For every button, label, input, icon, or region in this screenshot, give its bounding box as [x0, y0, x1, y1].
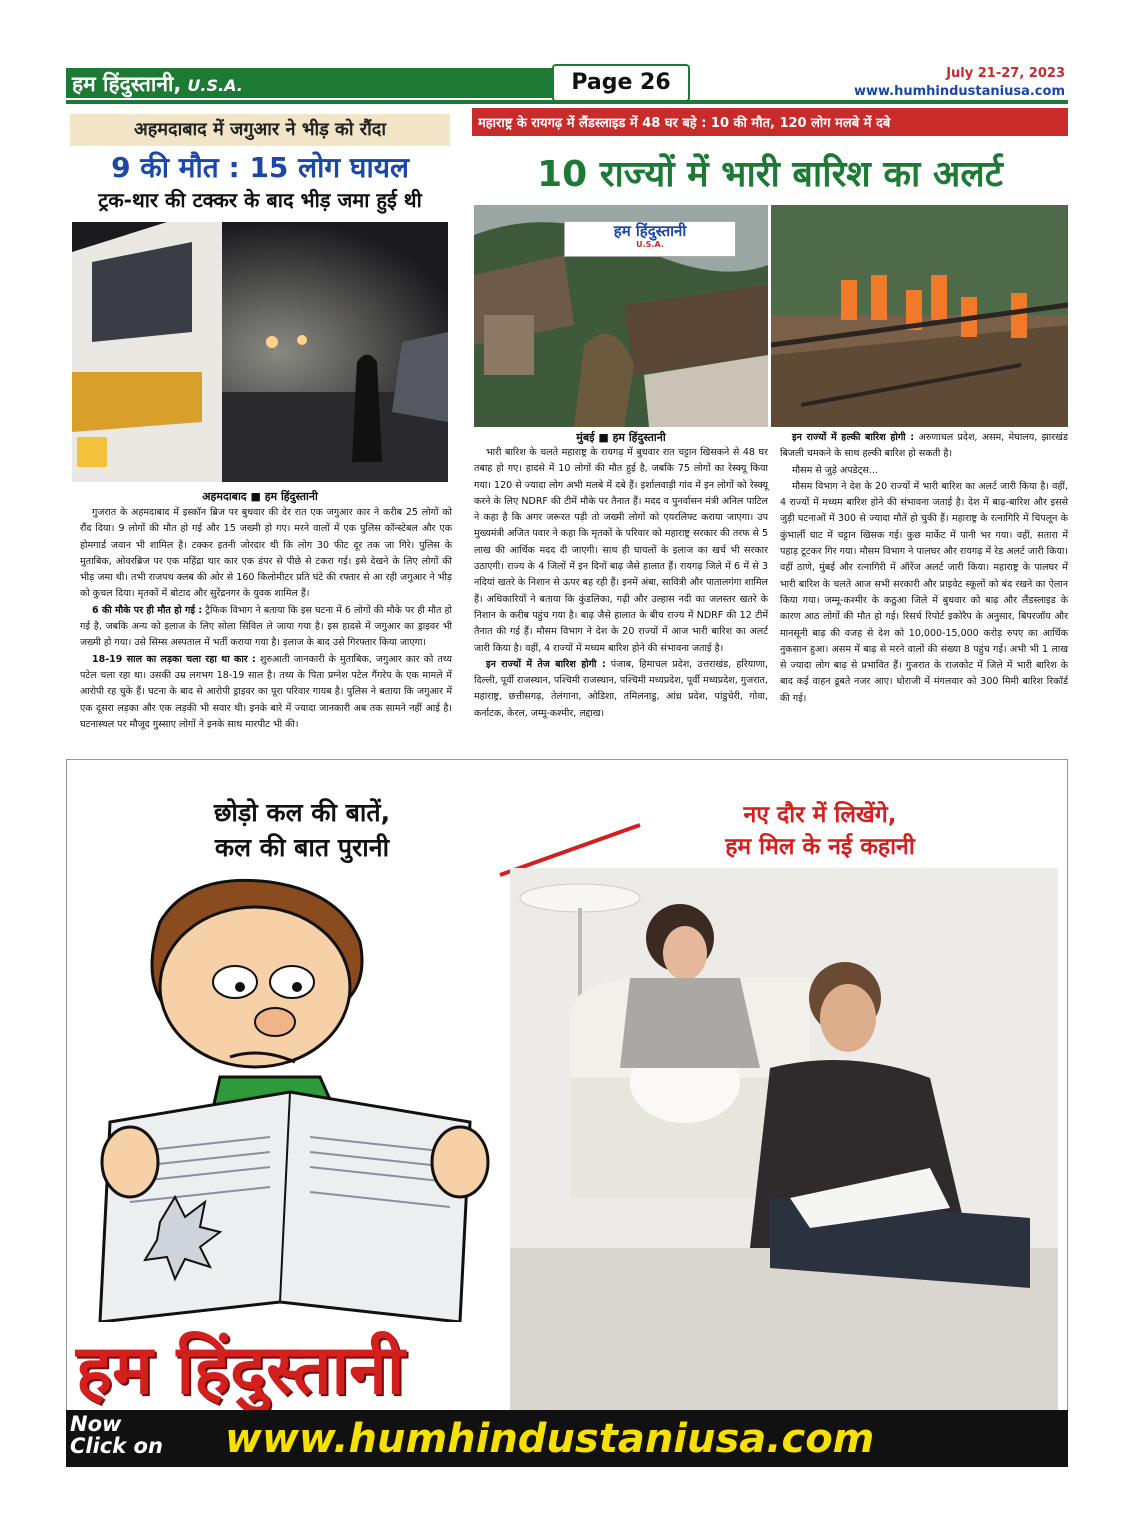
left-kicker: अहमदाबाद में जगुआर ने भीड़ को रौंदा — [133, 119, 387, 140]
right-article-body-col2 — [780, 430, 1068, 707]
left-dateline: अहमदाबाद ■ हम हिंदुस्तानी — [202, 490, 318, 503]
right-paragraph-3: इन राज्यों में हल्की बारिश होगी : अरुणाचल प्रदेश, असम, मेघालय, झारखंड बिजली चमकने के साथ हल्की बारिश हो सकती है। — [780, 432, 1068, 460]
landslide-village-photo — [474, 205, 768, 427]
left-paragraph-1: गुजरात के अहमदाबाद में इस्कॉन ब्रिज पर बुधवार की देर रात एक जगुआर कार ने करीब 25 लोगों को रौंद दिया। 9 लोगों की मौत हो गई और 15 जख्मी हो गए। मरने वालों में एक पुलिस कॉन्स्टेबल और एक होमगार्ड जवान भी शामिल है। टक्कर इतनी जोरदार थी कि लोग 30 फीट दूर तक जा गिरे। पुलिस के मुताबिक, ओवरब्रिज पर एक महिंद्रा थार कार एक डंपर से पीछे से टकरा गई। इसे देखने के लिए लोगों की भीड़ जमा थी। तभी राजपथ क्लब की ओर से 160 किलोमीटर प्रति घंटे की रफ्तार से आ रही जगुआर ने भीड़ को कुचल दिया। मृतकों में बोटाद और सुरेंद्रनगर के युवक शामिल हैं। — [80, 507, 452, 600]
right-dateline: मुंबई ■ हम हिंदुस्तानी — [576, 431, 666, 444]
right-paragraph-3-lead: इन राज्यों में हल्की बारिश होगी : — [792, 432, 915, 443]
right-article-body-col1 — [474, 445, 768, 722]
website-link[interactable]: www.humhindustaniusa.com — [853, 84, 1065, 99]
ad-now-label: Now — [70, 1412, 122, 1436]
cartoon-illustration — [70, 862, 510, 1322]
accident-night-photo — [72, 222, 448, 482]
ad-left-slogan-2: कल की बात पुरानी — [214, 833, 390, 862]
ad-click-on-label: Click on — [70, 1434, 163, 1458]
right-paragraph-2-lead: इन राज्यों में तेज बारिश होगी : — [486, 658, 606, 670]
masthead-title: हम हिंदुस्तानी, U.S.A. — [72, 72, 243, 96]
ad-right-slogan-1: नए दौर में लिखेंगे, — [743, 802, 897, 828]
left-paragraph-3-lead: 18-19 साल का लड़का चला रहा था कार : — [92, 653, 256, 665]
right-paragraph-4: मौसम से जुड़े अपडेट्स... — [792, 464, 878, 476]
couple-reading-photo — [510, 868, 1058, 1414]
photo-logo-text: हम हिंदुस्तानी — [613, 222, 687, 240]
ad-website-link[interactable]: www.humhindustaniusa.com — [225, 1416, 875, 1462]
rescue-team-photo — [771, 205, 1068, 427]
page-number: Page 26 — [552, 64, 690, 102]
right-paragraph-1: भारी बारिश के चलते महाराष्ट्र के रायगढ़ में बुधवार रात चट्टान खिसकने से 48 घर तबाह हो गए। हादसे में 10 लोगों की मौत हुई है, जबकि 75 लोगों का रेस्क्यू किया गया। 120 से ज्यादा लोग अभी मलबे में दबे हैं। इर्शालवाड़ी गांव में इन लोगों को रेस्क्यू करने के लिए NDRF की टीमें मौके पर तैनात हैं। मदद व पुनर्वासन मंत्री अनिल पाटिल ने कहा है कि अगर जरूरत पड़ी तो जख्मी लोगों को एयरलिफ्ट कराया जाएगा। उप मुख्यमंत्री अजित पवार ने कहा कि मृतकों के परिवार को महाराष्ट्र सरकार की तरफ से 5 लाख की आर्थिक मदद दी जाएगी। साथ ही घायलों के इलाज का खर्च भी सरकार उठाएगी। राज्य के 4 जिलों में इन दिनों बाढ़ जैसे हालात हैं। रायगढ़ जिले में 6 में से 3 नदियां खतरे के निशान से ऊपर बह रही हैं। इनमें अंबा, सावित्री और पातालगंगा शामिल हैं। अधिकारियों ने बताया कि कुंडलिका, गढ़ी और उल्हास नदी का जलस्तर खतरे के निशान के करीब पहुंच गया है। बाढ़ जैसे हालात के बीच राज्य में NDRF की 12 टीमें तैनात की गई हैं। मौसम विभाग ने देश के 20 राज्यों में आज भारी बारिश का अलर्ट जारी किया है। वहीं, 4 राज्यों में मध्यम बारिश होने की संभावना जताई है। — [474, 447, 768, 654]
ad-right-slogan-2: हम मिल के नई कहानी — [725, 834, 915, 860]
masthead-usa: U.S.A. — [187, 76, 243, 95]
left-paragraph-2: 6 की मौके पर ही मौत हो गई : ट्रैफिक विभाग ने बताया कि इस घटना में 6 लोगों की मौके पर ही मौत हो गई है, जबकि अन्य को इलाज के लिए सोला सिविल ले जाया गया है। इस हादसे में जगुआर का ड्राइवर भी जख्मी हो गया। उसे सिम्स अस्पताल में भर्ती कराया गया है। इलाज के बाद उसे गिरफ्तार किया जाएगा। — [80, 604, 452, 649]
ad-brand-name: हम हिंदुस्तानी — [76, 1331, 405, 1410]
ad-left-slogan-1: छोड़ो कल की बातें, — [213, 798, 391, 827]
left-subheadline: ट्रक-थार की टक्कर के बाद भीड़ जमा हुई थी — [98, 188, 422, 212]
left-article-body — [80, 505, 452, 733]
header-rule — [66, 100, 1068, 104]
right-paragraph-2: इन राज्यों में तेज बारिश होगी : पंजाब, हिमाचल प्रदेश, उत्तराखंड, हरियाणा, दिल्ली, पूर्वी राजस्थान, पश्चिमी राजस्थान, पश्चिमी मध्यप्रदेश, पूर्वी मध्यप्रदेश, गुजरात, महाराष्ट्र, छत्तीसगढ़, तेलंगाना, ओडिशा, तमिलनाडु, आंध्र प्रदेश, पांडुचेरी, गोवा, कर्नाटक, केरल, जम्मू-कश्मीर, लद्दाख। — [474, 658, 768, 719]
photo-logo-sub: U.S.A. — [636, 240, 664, 249]
right-headline: 10 राज्यों में भारी बारिश का अलर्ट — [537, 154, 1003, 195]
rescue-illustration — [771, 205, 1068, 427]
right-paragraph-5: मौसम विभाग ने देश के 20 राज्यों में भारी बारिश का अलर्ट जारी किया है। वहीं, 4 राज्यों में मध्यम बारिश होने की संभावना जताई है। देश में बाढ़-बारिश और इससे जुड़ी घटनाओं में 300 से ज्यादा मौतें हो चुकी हैं। महाराष्ट्र के रत्नागिरि में चिपलून के कुंभार्ली घाट में चट्टान खिसक गई। कुछ मार्केट में पानी भर गया। वहीं, सतारा में पहाड़ टूटकर गिर गया। मौसम विभाग ने पालघर और रायगढ़ में रेड अलर्ट जारी किया। वहीं ठाणे, मुंबई और रत्नागिरी में ऑरेंज अलर्ट जारी किया। महाराष्ट्र के पालघर में भारी बारिश के चलते आज सभी सरकारी और प्राइवेट स्कूलों को बंद रखने का ऐलान किया गया। जम्मू-कश्मीर के कठुआ जिले में बुधवार को बाढ़ और लैंडस्लाइड के कारण आठ लोगों की मौत हो गई। रिसर्च रिपोर्ट इकोरैप के अनुसार, बिपरजॉय और मानसूनी बाढ़ की वजह से देश को 10,000-15,000 करोड़ रुपए का आर्थिक नुकसान हुआ। असम में बाढ़ से मरने वालों की संख्या 8 पहुंच गई। अभी भी 1 लाख से ज्यादा लोग बाढ़ से प्रभावित हैं। गुजरात के राजकोट में जिले में भारी बारिश के बाद कई वाहन डूबते नजर आए। धोराजी में मंगलवार को 300 मिमी बारिश रिकॉर्ड की गई। — [780, 480, 1068, 704]
left-paragraph-2-lead: 6 की मौके पर ही मौत हो गई : — [92, 604, 203, 616]
cartoon-newspaper-reader — [70, 862, 510, 1322]
left-paragraph-3: 18-19 साल का लड़का चला रहा था कार : शुरुआती जानकारी के मुताबिक, जगुआर कार को तथ्य पटेल चला रहा था। उसकी उम्र लगभग 18-19 साल है। तथ्य के पिता प्रग्नेश पटेल गैंगरेप के एक मामले में आरोपी रह चुके हैं। घटना के बाद से आरोपी ड्राइवर का पूरा परिवार गायब है। पुलिस ने बताया कि जगुआर में एक दूसरा लड़का और एक लड़की भी सवार थी। इनके बारे में ज्यादा जानकारी अब तक सामने नहीं आई है। घटनास्थल पर मौजूद गुस्साए लोगों ने इनके साथ मारपीट भी की। — [80, 653, 452, 730]
photo-logo-card — [564, 221, 736, 257]
issue-date: July 21-27, 2023 — [946, 66, 1065, 81]
ad-call-to-action — [70, 1413, 163, 1457]
right-kicker: महाराष्ट्र के रायगढ़ में लैंडस्लाइड में 48 घर बहे : 10 की मौत, 120 लोग मलबे में दबे — [478, 116, 891, 131]
night-road-illustration — [72, 222, 448, 482]
couple-illustration — [510, 868, 1058, 1414]
left-headline: 9 की मौत : 15 लोग घायल — [111, 151, 409, 184]
